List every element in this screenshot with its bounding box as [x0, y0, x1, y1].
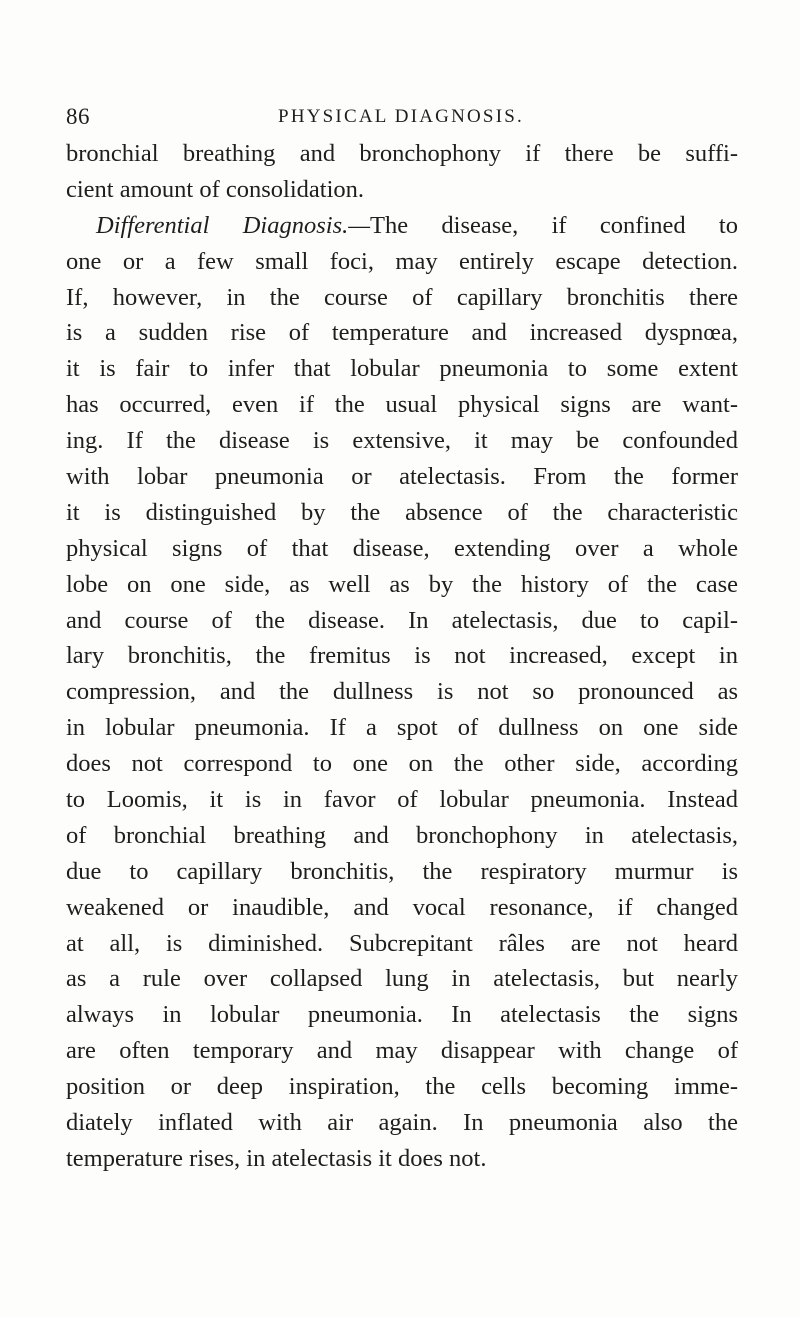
text-line: at all, is diminished. Subcrepitant râles are not heard: [66, 929, 738, 957]
text-line: has occurred, even if the usual physical signs are want-: [66, 391, 738, 419]
text-line: always in lobular pneumonia. In atelectasis the signs: [66, 1001, 738, 1029]
text-line: it is distinguished by the absence of the characteristic: [66, 498, 738, 526]
text-line: bronchial breathing and bronchophony if there be suffi-: [66, 140, 738, 167]
text-line: cient amount of consolidation.: [66, 175, 365, 203]
text-line: due to capillary bronchitis, the respiratory murmur is: [66, 857, 738, 885]
text-line: of bronchial breathing and bronchophony in atelectasis,: [66, 821, 738, 849]
text-line: temperature rises, in atelectasis it does not.: [66, 1144, 487, 1172]
paragraph-first-line: [66, 208, 738, 244]
text-line: are often temporary and may disappear with change of: [66, 1037, 738, 1065]
text-line: lary bronchitis, the fremitus is not increased, except in: [66, 642, 738, 670]
text-line: compression, and the dullness is not so pronounced as: [66, 678, 738, 706]
text-line: weakened or inaudible, and vocal resonance, if changed: [66, 893, 738, 921]
text-line: ing. If the disease is extensive, it may be confounded: [66, 427, 738, 455]
text-line: physical signs of that disease, extending over a whole: [66, 534, 738, 562]
text-line: one or a few small foci, may entirely escape detection.: [66, 247, 738, 275]
page-number: 86: [66, 104, 90, 129]
text-line: it is fair to infer that lobular pneumonia to some extent: [66, 355, 738, 383]
text-line: If, however, in the course of capillary bronchitis there: [66, 283, 738, 311]
page-header: [66, 104, 736, 134]
body-text: [66, 136, 738, 1177]
section-heading: Differential Diagnosis.—: [96, 211, 371, 239]
text-line: to Loomis, it is in favor of lobular pneumonia. Instead: [66, 786, 738, 814]
text-line: The disease, if confined to: [370, 211, 738, 239]
text-line: as a rule over collapsed lung in atelectasis, but nearly: [66, 965, 738, 993]
running-head: PHYSICAL DIAGNOSIS.: [278, 106, 524, 127]
text-line: diately inflated with air again. In pneumonia also the: [66, 1109, 738, 1137]
text-line: and course of the disease. In atelectasis, due to capil-: [66, 606, 738, 634]
text-line: in lobular pneumonia. If a spot of dullness on one side: [66, 714, 738, 742]
text-line: does not correspond to one on the other side, according: [66, 750, 738, 778]
text-line: is a sudden rise of temperature and increased dyspnœa,: [66, 319, 738, 347]
text-line: position or deep inspiration, the cells becoming imme-: [66, 1073, 738, 1101]
text-line: lobe on one side, as well as by the history of the case: [66, 570, 738, 598]
text-line: with lobar pneumonia or atelectasis. From the former: [66, 463, 738, 491]
